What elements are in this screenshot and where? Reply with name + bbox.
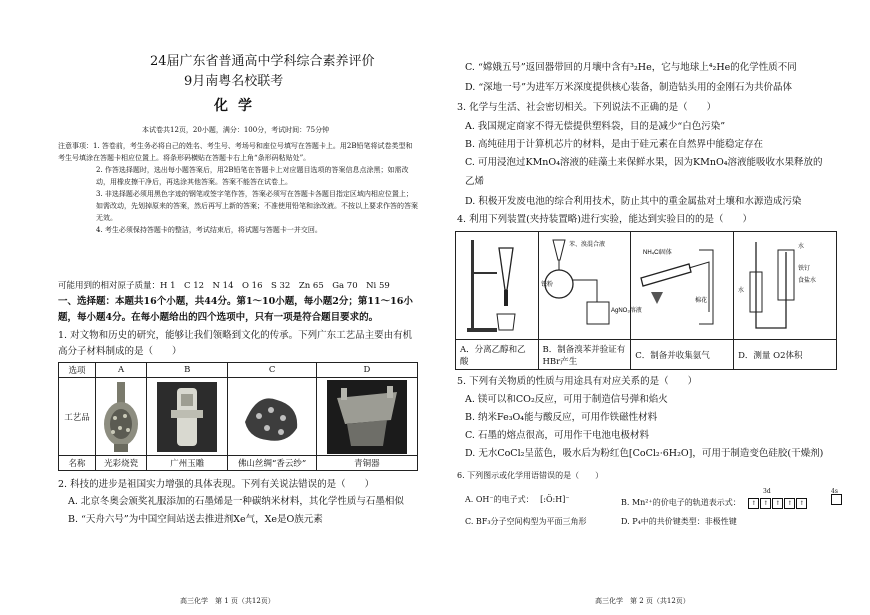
crafts-table (58, 362, 418, 471)
notes-block (58, 140, 418, 236)
orbital-label-3d: 3d (763, 488, 771, 495)
note-item: 3. 非选择题必须用黑色字迹的钢笔或签字笔作答，答案必须写在答题卡各题目指定区域内相应位置上；如需改动，先划掉原来的答案，然后再写上新的答案；不准使用铅笔和涂改液。不按以上要求作答的答案无效。 (96, 190, 418, 222)
section-heading: 一、选择题：本题共16个小题，共44分。第1～10小题，每小题2分；第11～16小 (58, 296, 413, 307)
bromobenzene-apparatus (538, 232, 643, 340)
table-header: A (96, 363, 147, 378)
orbital-box: ↑ (760, 498, 771, 509)
q3-option-d: D. 积极开发废电池的综合利用技术，防止其中的重金属盐对土壤和水源造成污染 (465, 196, 802, 207)
bronze-image (316, 378, 417, 456)
exam-title: 24届广东省普通高中学科综合素养评价 (150, 54, 375, 69)
apparatus-label: 食盐水 (798, 278, 817, 284)
q6-option-c: C. BF₃分子空间构型为平面三角形 (465, 517, 587, 526)
question-2: 2. 科技的进步是祖国实力增强的具体表现。下列有关说法错误的是（ ） (58, 479, 375, 490)
question-3: 3. 化学与生活、社会密切相关。下列说法不正确的是（ ） (457, 102, 717, 113)
question-4: 4. 利用下列装置(夹持装置略)进行实验，能达到实验目的的是（ ） (457, 214, 752, 225)
orbital-box: ↑ (784, 498, 795, 509)
page-footer: 高三化学 第 2 页（共12页） (595, 597, 690, 605)
orbital-box: ↑ (796, 498, 807, 509)
q5-option-a: A. 镁可以和CO₂反应，可用于制造信号弹和焰火 (465, 394, 668, 405)
question-1: 1. 对文物和历史的研究，能够让我们领略到文化的传承。下列广东工艺品主要由有机 (58, 330, 413, 341)
q3-option-c: C. 可用浸泡过KMnO₄溶液的硅藻土来保鲜水果，因为KMnO₄溶液能吸收水果释放的 (465, 157, 823, 168)
q6-option-a (465, 494, 570, 506)
q6-option-b (621, 494, 842, 509)
question-6: 6. 下列图示或化学用语错误的是（ ） (457, 471, 604, 480)
orbital-label-4s: 4s (831, 488, 838, 495)
q5-option-d: D. 无水CoCl₂呈蓝色，吸水后为粉红色[CoCl₂·6H₂O]，可用于制造变色硅胶(干燥剂) (465, 448, 824, 459)
silk-image (228, 378, 317, 456)
craft-name: 青铜器 (316, 456, 417, 471)
apparatus-label: 棉花 (695, 298, 708, 304)
oxygen-volume-apparatus (734, 232, 837, 340)
craft-name: 光彩烧瓷 (96, 456, 147, 471)
q3-option-b: B. 高纯硅用于计算机芯片的材料，是由于硅元素在自然界中能稳定存在 (465, 139, 764, 150)
section-heading-cont: 题，每小题4分。在每小题给出的四个选项中，只有一项是符合题目要求的。 (58, 312, 379, 323)
separating-funnel-apparatus (456, 232, 539, 340)
q4-option-b: B．制备溴苯并验证有HBr产生 (538, 340, 631, 370)
orbital-box: ↑ (772, 498, 783, 509)
q4-option-d: D．测量 O2体积 (734, 340, 837, 370)
exam-meta: 本试卷共12页，20小题，满分：100分，考试时间：75分钟 (142, 126, 330, 134)
q2-option-d: D. “深地一号”为进军万米深度提供核心装备，制造钻头用的金刚石为共价晶体 (465, 82, 793, 93)
note-item: 2. 作答选择题时，选出每小题答案后，用2B铅笔在答题卡上对应题目选项的答案信息点涂黑；如需改动，用橡皮擦干净后，再选涂其他答案。答案不能答在试卷上。 (96, 166, 409, 186)
apparatus-label: 水 (798, 244, 805, 250)
q3-option-c-cont: 乙烯 (465, 176, 485, 187)
question-1-cont: 高分子材料制成的是（ ） (58, 346, 182, 357)
question-5: 5. 下列有关物质的性质与用途具有对应关系的是（ ） (457, 376, 698, 387)
apparatus-label: 苯、溴混合液 (569, 242, 606, 248)
vase-image (96, 378, 147, 456)
exam-subtitle: 9月南粤名校联考 (184, 74, 284, 89)
q5-option-c: C. 石墨的熔点很高，可用作干电池电极材料 (465, 430, 649, 441)
orbital-box: ↑ (748, 498, 759, 509)
table-header: D (316, 363, 417, 378)
apparatus-label: 水 (738, 288, 745, 294)
q2-option-a: A. 北京冬奥会颁奖礼服添加的石墨烯是一种碳纳米材料，其化学性质与石墨相似 (68, 496, 404, 507)
table-header: B (147, 363, 228, 378)
q6-option-b-text: B. Mn²⁺的价电子的轨道表示式： (621, 498, 741, 507)
q3-option-a: A. 我国规定商家不得无偿提供塑料袋，目的是减少“白色污染” (465, 121, 726, 132)
atomic-masses: 可能用到的相对原子质量：H 1 C 12 N 14 O 16 S 32 Zn 65 Ga 70 Ni 59 (58, 281, 390, 291)
q5-option-b: B. 纳米Fe₃O₄能与酸反应，可用作铁磁性材料 (465, 412, 658, 423)
q6-option-a-text: A. OH⁻的电子式： (465, 495, 534, 504)
table-header: 选项 (59, 363, 96, 378)
row-label: 工艺品 (59, 378, 96, 456)
apparatus-label: NH₄Cl固体 (643, 250, 672, 256)
note-item: 注意事项：1. 答卷前，考生务必将自己的姓名、考生号、考场号和座位号填写在答题卡上。用2B铅笔将试卷类型和考生号填涂在答题卡相应位置上。将条形码横贴在答题卡右上角“条形码粘贴处”。 (58, 142, 413, 162)
apparatus-table (455, 231, 837, 370)
craft-name: 佛山丝绸“香云纱” (228, 456, 317, 471)
q2-option-c: C. “嫦娥五号”返回器带回的月壤中含有³₂He，它与地球上⁴₂He的化学性质不同 (465, 62, 797, 73)
craft-name: 广州玉雕 (147, 456, 228, 471)
q2-option-b: B. “天舟六号”为中国空间站送去推进剂Xe气，Xe是O族元素 (68, 514, 323, 525)
right-page (435, 0, 870, 615)
apparatus-label: 铁钉 (798, 266, 811, 272)
q4-option-a: A．分离乙醇和乙酸 (456, 340, 539, 370)
apparatus-label: 铁粉 (541, 282, 554, 288)
table-header: C (228, 363, 317, 378)
ammonia-apparatus (631, 232, 734, 340)
page-footer: 高三化学 第 1 页（共12页） (180, 597, 275, 605)
orbital-diagram-3d (747, 497, 807, 509)
q6-option-d: D. P₄中的共价键类型：非极性键 (621, 517, 737, 526)
electron-formula: [:Ö:H]⁻ (540, 495, 570, 504)
name-label: 名称 (59, 456, 96, 471)
note-item: 4. 考生必须保持答题卡的整洁，考试结束后，将试题与答题卡一并交回。 (96, 226, 322, 234)
apparatus-label: AgNO₃溶液 (611, 308, 643, 314)
subject-title: 化学 (214, 98, 262, 114)
q4-option-c: C．制备并收集氨气 (631, 340, 734, 370)
jade-carving-image (147, 378, 228, 456)
